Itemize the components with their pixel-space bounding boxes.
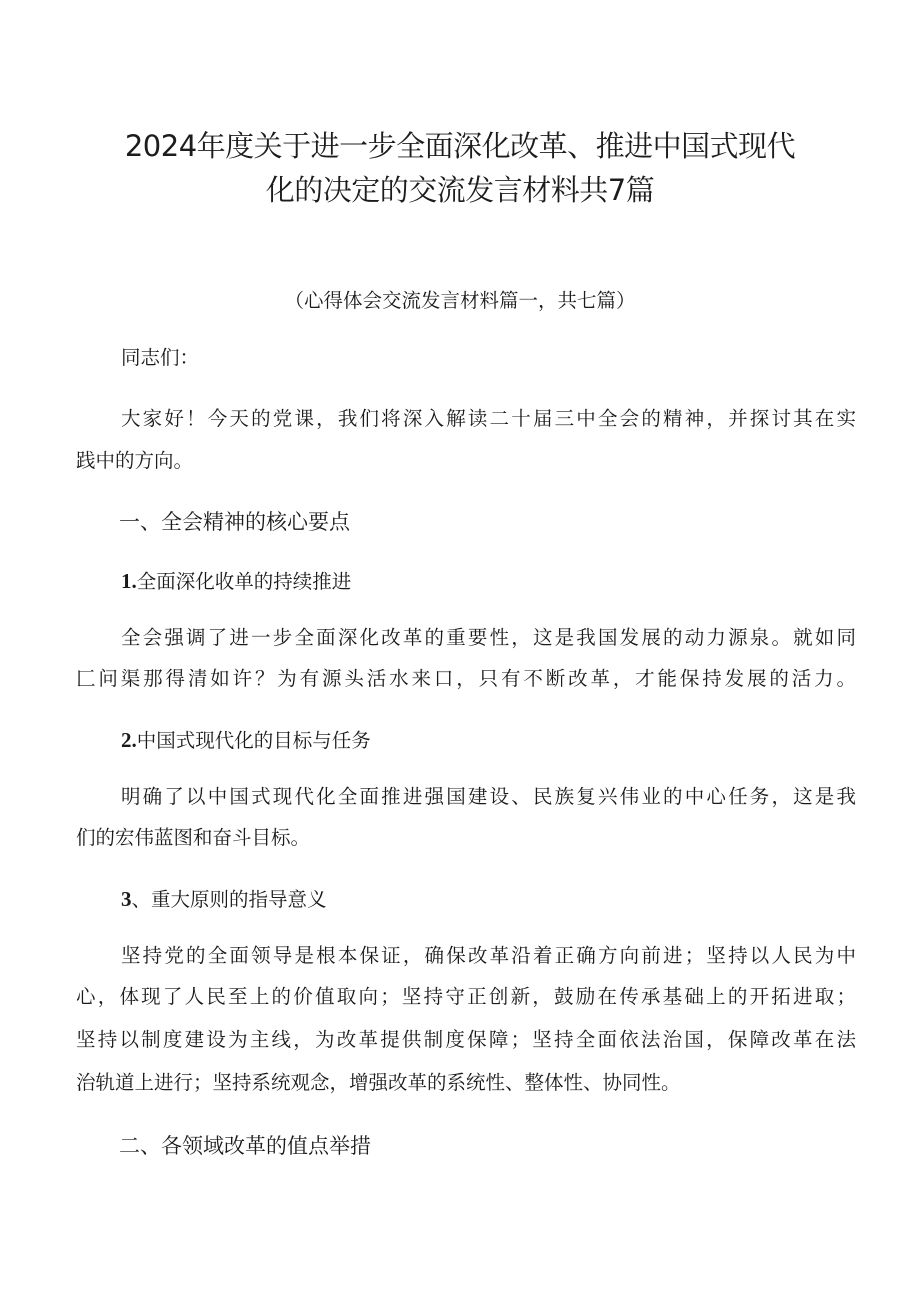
greeting: 同志们： <box>121 346 200 369</box>
item-2-paragraph-line-1: 明确了以中国式现代化全面推进强国建设、民族复兴伟业的中心任务，这是我 <box>121 785 856 808</box>
item-2-heading-text: 中国式现代化的目标与任务 <box>136 729 371 752</box>
item-1-heading <box>121 566 351 597</box>
document-title-line-2: 化的决定的交流发言材料共7篇 <box>265 173 655 207</box>
intro-paragraph-line-1: 大家好！今天的党课，我们将深入解读二十届三中全会的精神，并探讨其在实 <box>121 407 856 430</box>
item-2-heading <box>121 725 371 756</box>
item-1-paragraph-line-2: 匚问渠那得清如许？为有源头活水来口，只有不断改革，才能保持发展的活力。 <box>76 667 856 690</box>
section-1-heading: 一、全会精神的核心要点 <box>119 510 350 534</box>
item-3-number: 3 <box>121 887 132 911</box>
item-1-number: 1. <box>121 569 137 593</box>
item-2-paragraph-line-2: 们的宏伟蓝图和奋斗目标。 <box>76 826 311 849</box>
document-title-line-1: 2024年度关于进一步全面深化改革、推进中国式现代 <box>124 129 796 163</box>
intro-paragraph-line-2: 践中的方向。 <box>76 449 194 472</box>
item-3-paragraph-line-4: 治轨道上进行；坚持系统观念，增强改革的系统性、整体性、协同性。 <box>76 1071 681 1094</box>
item-2-number: 2. <box>121 728 137 752</box>
item-3-heading-text: 、重大原则的指导意义 <box>131 888 327 911</box>
item-3-paragraph-line-3: 坚持以制度建设为主线，为改革提供制度保障；坚持全面依法治国，保障改革在法 <box>76 1028 856 1051</box>
item-3-paragraph-line-2: 心，体现了人民至上的价值取向；坚持守正创新，鼓励在传承基础上的开拓进取； <box>76 985 856 1008</box>
document-subtitle: （心得体会交流发言材料篇一，共七篇） <box>284 289 636 312</box>
item-1-paragraph-line-1: 全会强调了进一步全面深化改革的重要性，这是我国发展的动力源泉。就如同 <box>121 626 856 649</box>
item-3-heading <box>121 884 327 915</box>
item-3-paragraph-line-1: 坚持党的全面领导是根本保证，确保改革沿着正确方向前进；坚持以人民为中 <box>121 944 856 967</box>
item-1-heading-text: 全面深化收单的持续推进 <box>136 570 352 593</box>
section-2-heading: 二、各领域改革的值点举措 <box>119 1134 371 1158</box>
